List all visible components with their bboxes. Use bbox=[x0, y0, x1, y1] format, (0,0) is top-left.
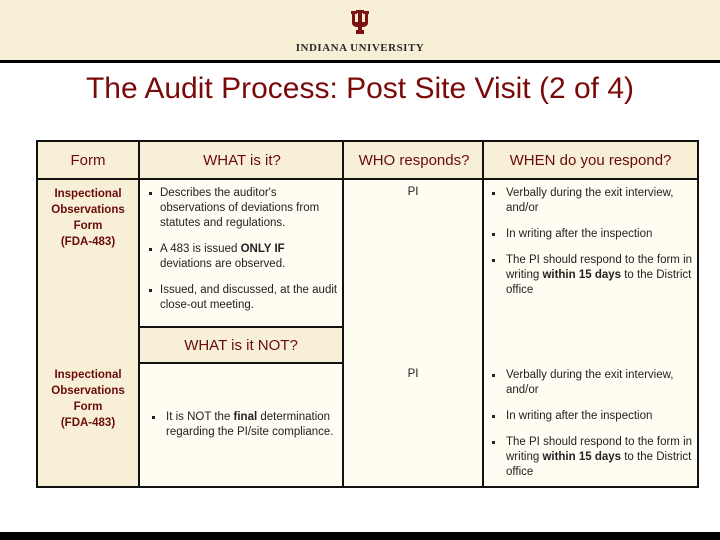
list-item: Issued, and discussed, at the audit close-out meeting. bbox=[148, 283, 338, 313]
iu-trident-icon bbox=[349, 10, 371, 34]
form-name-row2: Inspectional Observations Form (FDA-483) bbox=[51, 369, 125, 429]
column-header-when: WHEN do you respond? bbox=[484, 142, 697, 180]
list-item: The PI should respond to the form in writing within 15 days to the District office bbox=[488, 253, 693, 298]
what-list-row1 bbox=[148, 186, 338, 313]
section-divider bbox=[138, 362, 344, 364]
header-divider bbox=[0, 60, 720, 63]
form-name-row1: Inspectional Observations Form (FDA-483) bbox=[51, 188, 125, 248]
list-item: A 483 is issued ONLY IF deviations are observed. bbox=[148, 242, 338, 272]
list-item: Describes the auditor's observations of deviations from statutes and regulations. bbox=[148, 186, 338, 231]
slide-title: The Audit Process: Post Site Visit (2 of 4) bbox=[85, 72, 635, 105]
list-item: The PI should respond to the form in writing within 15 days to the District office bbox=[488, 435, 693, 480]
header-band bbox=[0, 0, 720, 60]
institution-name: INDIANA UNIVERSITY bbox=[295, 42, 425, 54]
what-not-list-row2 bbox=[148, 410, 340, 440]
who-row2: PI bbox=[407, 368, 419, 380]
column-divider bbox=[482, 142, 484, 486]
list-item: Verbally during the exit interview, and/or bbox=[488, 186, 693, 216]
list-item: In writing after the inspection bbox=[488, 409, 693, 424]
when-list-row2 bbox=[488, 368, 693, 480]
list-item: It is NOT the final determination regarding the PI/site compliance. bbox=[148, 410, 340, 440]
audit-table bbox=[36, 140, 699, 488]
column-header-who: WHO responds? bbox=[344, 142, 484, 180]
column-header-form: Form bbox=[38, 142, 138, 180]
section-header-what-not: WHAT is it NOT? bbox=[140, 328, 342, 362]
list-item: Verbally during the exit interview, and/or bbox=[488, 368, 693, 398]
column-divider bbox=[138, 142, 140, 486]
when-list-row1 bbox=[488, 186, 693, 298]
column-header-what: WHAT is it? bbox=[140, 142, 344, 180]
who-row1: PI bbox=[407, 186, 419, 198]
list-item: In writing after the inspection bbox=[488, 227, 693, 242]
footer-bar bbox=[0, 532, 720, 540]
